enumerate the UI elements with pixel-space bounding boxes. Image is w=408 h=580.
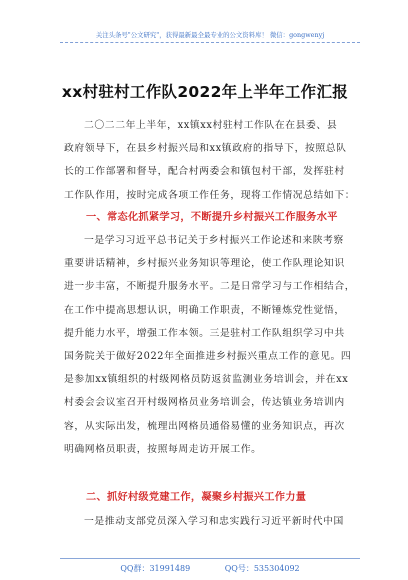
- intro-line: 工作队作用，按时完成各项工作任务，现将工作情况总结如下：: [64, 189, 356, 201]
- section1-line: 进一步丰富，不断提升服务水平。二是日常学习与工作相结合，: [64, 281, 356, 293]
- footer-qq: QQ号：535304092: [224, 564, 300, 573]
- section-heading-2: 二、抓好村级党建工作，凝聚乡村振兴工作力量: [86, 492, 307, 503]
- section1-line: 重要讲话精神，乡村振兴业务知识等理论，使工作队理论知识: [64, 258, 345, 270]
- section1-line: 在工作中提高思想认识，明确工作职责，不断锤炼党性觉悟，: [64, 304, 345, 316]
- section1-paragraph: [64, 229, 356, 461]
- section2-line: 一是推动支部党员深入学习和忠实践行习近平新时代中国: [84, 516, 344, 527]
- section1-line: 容，从实际出发，梳理出网格员通俗易懂的业务知识点，再次: [64, 420, 345, 432]
- footer-divider: [60, 558, 360, 559]
- document-title: xx村驻村工作队2022年上半年工作汇报: [61, 83, 349, 101]
- section1-line: 村委会会议室召开村级网格员业务培训会，传达镇业务培训内: [64, 397, 345, 409]
- intro-paragraph: [64, 114, 356, 207]
- section1-line: 国务院关于做好2022年全面推进乡村振兴重点工作的意见。四: [64, 350, 352, 362]
- footer-qq-group: QQ群：31991489: [120, 564, 191, 573]
- section1-line: 提升能力水平，增强工作本领。三是驻村工作队组织学习中共: [64, 327, 345, 339]
- section2-paragraph: [64, 510, 344, 533]
- section-heading-1: 一、常态化抓紧学习，不断提升乡村振兴工作服务水平: [86, 212, 338, 223]
- intro-line: 政府领导下，在县乡村振兴局和xx镇政府的指导下，按照总队: [64, 143, 347, 155]
- footer: [60, 563, 360, 574]
- header-banner: 关注头条号"公文研究"，获得最新最全最专业的公文资料库！ 微信：gongwenyj: [95, 31, 325, 39]
- header-divider: [60, 42, 360, 43]
- intro-line: 二〇二二年上半年，xx镇xx村驻村工作队在在县委、县: [84, 120, 338, 131]
- section1-line: 明确网格员职责，按照每周走访开展工作。: [64, 443, 262, 455]
- section1-line: 是参加xx镇组织的村级网格员防返贫监测业务培训会，并在xx: [64, 374, 349, 386]
- section1-line: 一是学习习近平总书记关于乡村振兴工作论述和来陕考察: [84, 235, 344, 246]
- intro-line: 长的工作部署和督导，配合村两委会和镇包村干部，发挥驻村: [64, 166, 345, 178]
